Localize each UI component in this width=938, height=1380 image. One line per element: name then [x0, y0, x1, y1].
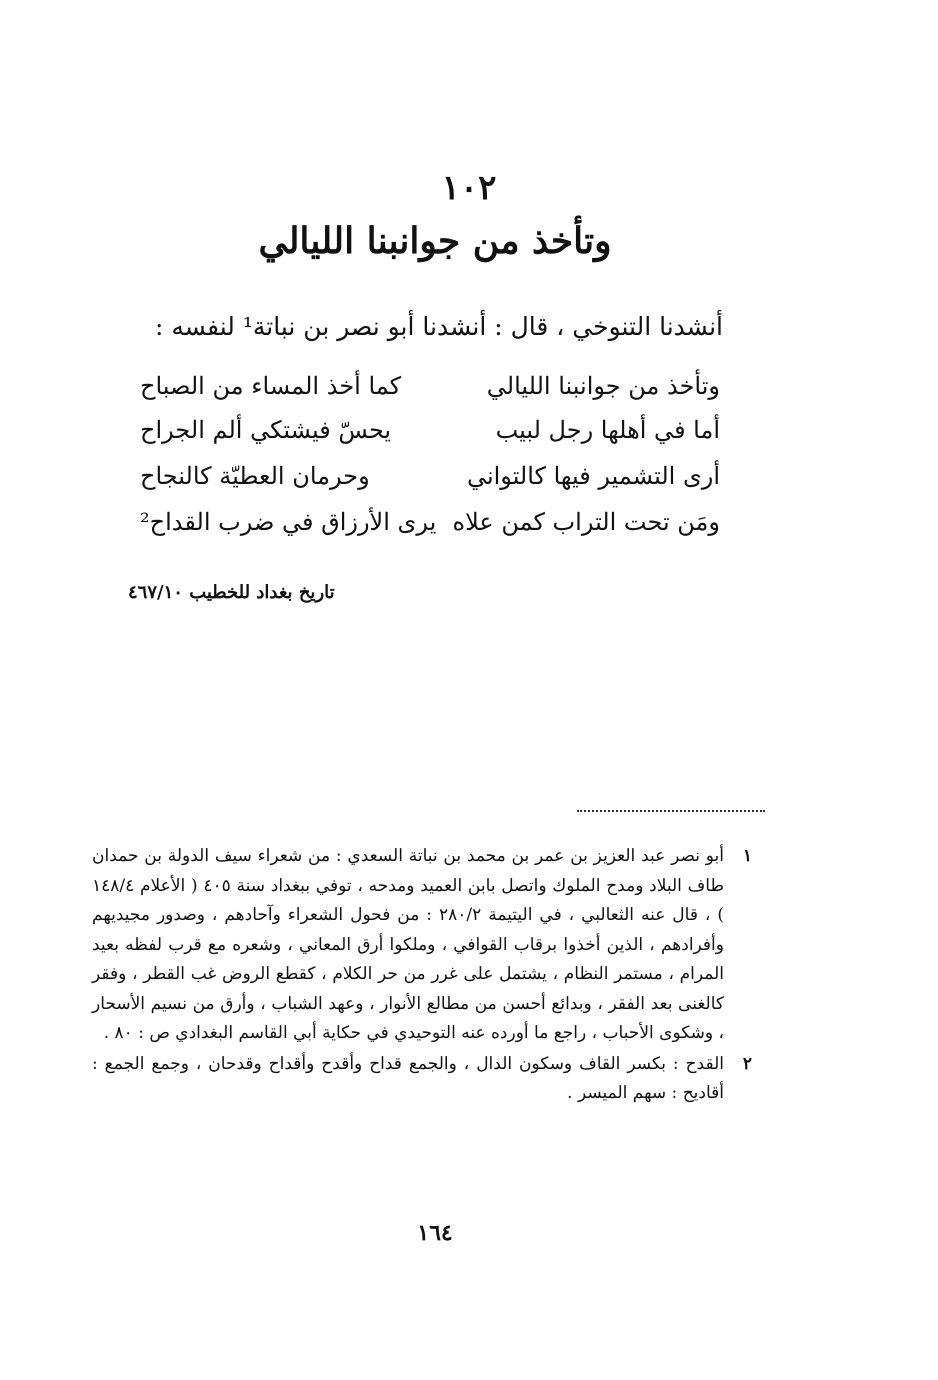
footnotes [92, 842, 752, 1110]
verse-2-first-hemistich: أما في أهلها رجل لبيب [495, 416, 720, 444]
verse-3-first-hemistich: أرى التشمير فيها كالتواني [466, 462, 720, 490]
footnote-1-text: أبو نصر عبد العزيز بن عمر بن محمد بن نباتة السعدي : من شعراء سيف الدولة بن حمدان طاف البلاد ومدح الملوك واتصل بابن العميد ومدحه ، توفي ببغداد سنة ٤٠٥ ( الأعلام ١٤٨/٤ ) ، قال عنه الثعالبي ، في اليتيمة ٢٨٠/٢ : من فحول الشعراء وآحادهم ، وصدور مجيديهم وأفرادهم ، الذين أخذوا برقاب القوافي ، وملكوا أرق المعاني ، وشعره مع قرب لفظه بعيد المرام ، مستمر النظام ، يشتمل على غرر من حر الكلام ، كقطع الروض غب القطر ، وفقر كالغنى بعد الفقر ، وبدائع أحسن من مطالع الأنوار ، وعهد الشباب ، وأرق من نسيم الأسحار ، وشكوى الأحباب ، راجع ما أورده عنه التوحيدي في حكاية أبي القاسم البغدادي ص : ٨٠ . [92, 846, 724, 1043]
poem-number: ١٠٢ [441, 168, 497, 208]
source-citation: تاريخ بغداد للخطيب ٤٦٧/١٠ [128, 582, 335, 603]
page-number: ١٦٤ [417, 1220, 453, 1246]
poem-title: وتأخذ من جوانبنا الليالي [258, 220, 612, 262]
intro-line: أنشدنا التنوخي ، قال : أنشدنا أبو نصر بن نباتة¹ لنفسه : [154, 312, 723, 341]
footnote-2-number: ٢ [742, 1053, 752, 1074]
verse-3-second-hemistich: وحرمان العطيّة كالنجاح [140, 462, 370, 490]
verse-4-second-hemistich: يرى الأرزاق في ضرب القداح² [140, 508, 437, 536]
verse-4-first-hemistich: ومَن تحت التراب كمن علاه [452, 508, 720, 536]
footnote-2 [92, 1050, 752, 1109]
footnote-2-text: القدح : بكسر القاف وسكون الدال ، والجمع قداح وأقدح وأقداح وقدحان ، وجمع الجمع : أقاديح : سهم الميسر . [92, 1053, 724, 1103]
verse-1-first-hemistich: وتأخذ من جوانبنا الليالي [486, 372, 720, 400]
verse-2-second-hemistich: يحسّ فيشتكي ألم الجراح [140, 416, 392, 444]
verse-1 [140, 372, 720, 412]
verse-1-second-hemistich: كما أخذ المساء من الصباح [140, 372, 402, 400]
footnote-1-number: ١ [742, 846, 752, 866]
verse-2 [140, 416, 720, 456]
footnote-1 [92, 842, 752, 1049]
footnote-separator [577, 810, 765, 812]
verse-4 [140, 508, 720, 548]
verse-3 [140, 462, 720, 502]
